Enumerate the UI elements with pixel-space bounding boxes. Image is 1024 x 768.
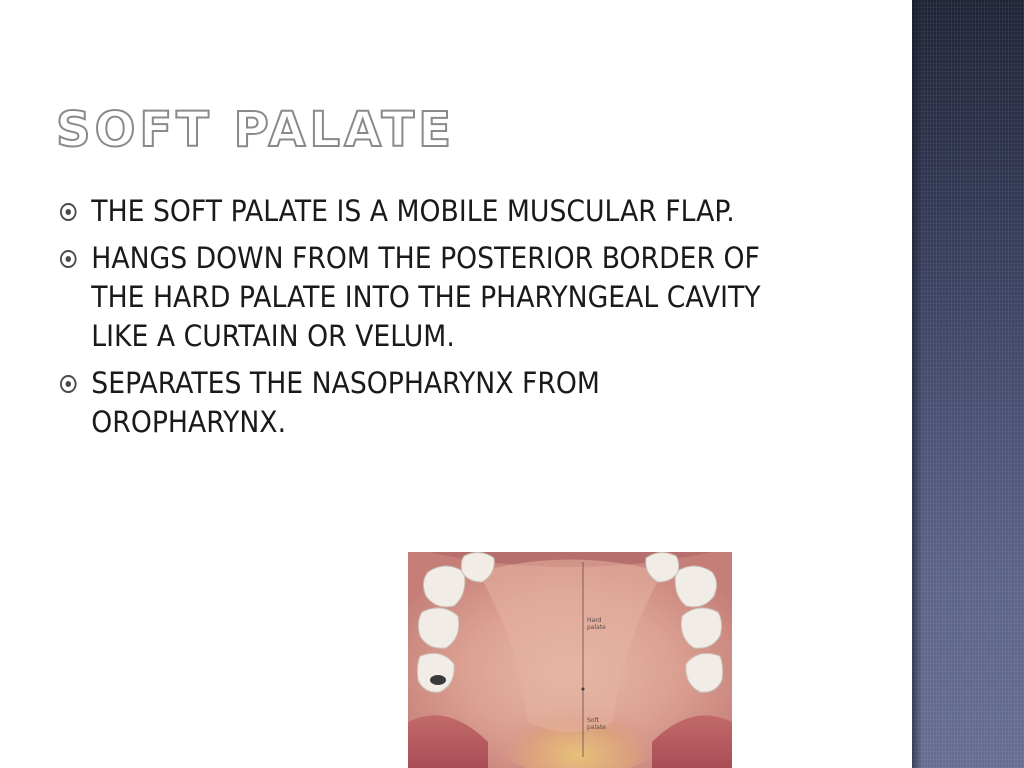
palate-illustration [408,552,732,768]
bullet-text: THE SOFT PALATE IS A MOBILE MUSCULAR FLAP. [91,194,735,228]
slide-title: SOFT PALATE [56,102,456,158]
circle-bullet-icon [60,250,77,268]
bullet-item [60,239,787,356]
circle-bullet-icon [60,375,77,393]
circle-bullet-icon [60,203,77,221]
soft-palate-label: Soft [587,717,599,724]
palate-photo [408,552,732,768]
soft-palate-label: palate [587,724,606,731]
bullet-item [60,364,787,442]
bullet-item [60,192,787,231]
bullet-text: SEPARATES THE NASOPHARYNX FROM OROPHARYNX. [91,366,600,439]
bullet-list [60,192,850,442]
hard-palate-label: Hard [587,617,602,624]
bullet-text: HANGS DOWN FROM THE POSTERIOR BORDER OF THE HARD PALATE INTO THE PHARYNGEAL CAVITY LIKE A CURTAIN OR VELUM. [91,241,761,353]
decorative-side-band [912,0,1024,768]
hard-palate-label: palate [587,624,606,631]
